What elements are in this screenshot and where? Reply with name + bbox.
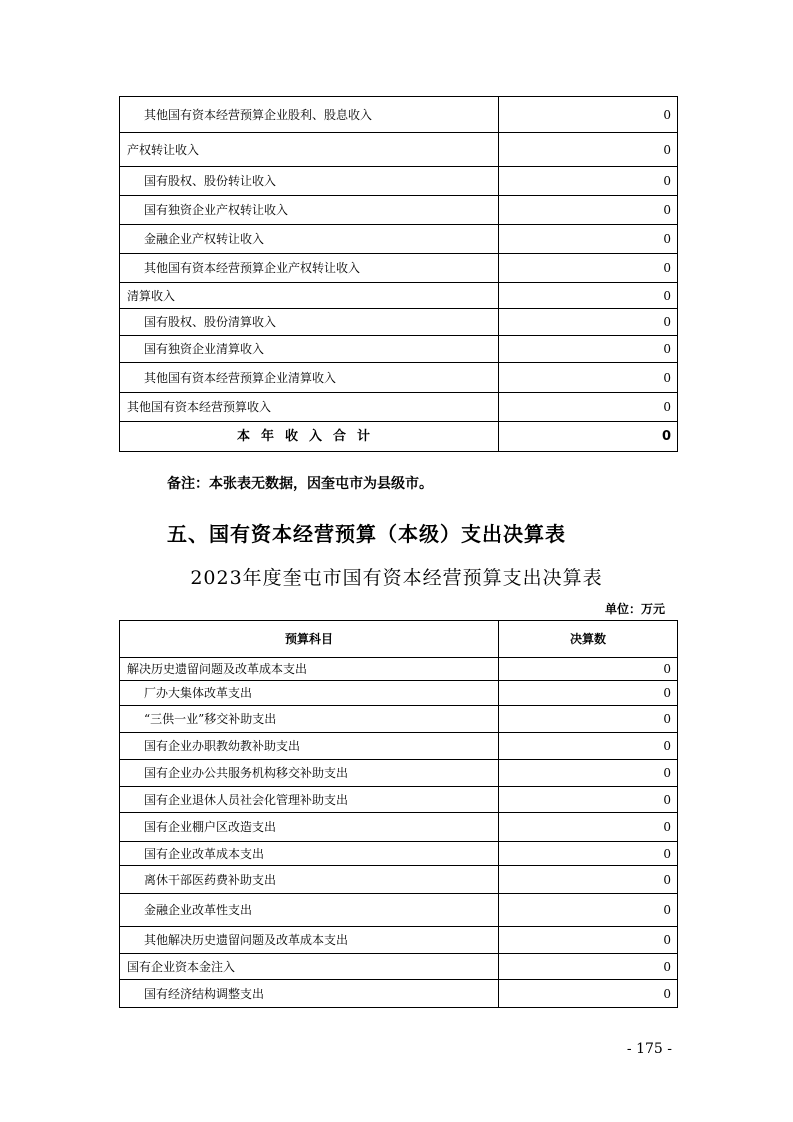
row-amount: 0 <box>499 733 678 760</box>
page-number: - 175 - <box>626 1041 672 1057</box>
table-row <box>120 760 678 787</box>
row-amount: 0 <box>499 363 678 393</box>
row-amount: 0 <box>499 97 678 133</box>
row-subject: 国有独资企业产权转让收入 <box>120 196 499 225</box>
table-row <box>120 813 678 842</box>
row-subject: 其他国有资本经营预算企业清算收入 <box>120 363 499 393</box>
row-subject: 产权转让收入 <box>120 133 499 167</box>
table-row <box>120 954 678 980</box>
table-row <box>120 980 678 1008</box>
table-row <box>120 393 678 422</box>
row-subject: 解决历史遗留问题及改革成本支出 <box>120 658 499 681</box>
row-subject: 国有经济结构调整支出 <box>120 980 499 1008</box>
table-title: 2023年度奎屯市国有资本经营预算支出决算表 <box>190 567 603 589</box>
total-amount: 0 <box>499 422 678 452</box>
table-row <box>120 133 678 167</box>
row-subject: 金融企业改革性支出 <box>120 894 499 927</box>
table-row <box>120 706 678 733</box>
row-subject: 国有企业办职教幼教补助支出 <box>120 733 499 760</box>
row-amount: 0 <box>499 393 678 422</box>
row-amount: 0 <box>499 787 678 813</box>
row-amount: 0 <box>499 842 678 866</box>
table-row <box>120 283 678 309</box>
row-subject: 金融企业产权转让收入 <box>120 225 499 254</box>
row-amount: 0 <box>499 954 678 980</box>
row-subject: 其他解决历史遗留问题及改革成本支出 <box>120 927 499 954</box>
row-amount: 0 <box>499 813 678 842</box>
table-row <box>120 196 678 225</box>
row-amount: 0 <box>499 254 678 283</box>
row-subject: 其他国有资本经营预算企业产权转让收入 <box>120 254 499 283</box>
table-row <box>120 658 678 681</box>
table-row <box>120 225 678 254</box>
row-amount: 0 <box>499 225 678 254</box>
row-amount: 0 <box>499 927 678 954</box>
unit-label: 单位：万元 <box>604 602 665 616</box>
row-subject: 其他国有资本经营预算企业股利、股息收入 <box>120 97 499 133</box>
row-amount: 0 <box>499 167 678 196</box>
row-subject: 国有独资企业清算收入 <box>120 336 499 363</box>
row-amount: 0 <box>499 894 678 927</box>
table-row <box>120 97 678 133</box>
table-row <box>120 894 678 927</box>
table-row <box>120 927 678 954</box>
row-subject: 国有企业退休人员社会化管理补助支出 <box>120 787 499 813</box>
row-amount: 0 <box>499 196 678 225</box>
table-row <box>120 866 678 894</box>
row-subject: 国有企业棚户区改造支出 <box>120 813 499 842</box>
header-budget-subject: 预算科目 <box>120 621 499 658</box>
section-title: 五、国有资本经营预算（本级）支出决算表 <box>167 522 566 546</box>
table-row <box>120 787 678 813</box>
table-header-row <box>120 621 678 658</box>
revenue-table <box>119 96 678 452</box>
row-amount: 0 <box>499 760 678 787</box>
row-subject: 厂办大集体改革支出 <box>120 681 499 706</box>
total-label: 本年收入合计 <box>120 422 499 452</box>
table-row <box>120 309 678 336</box>
expenditure-table <box>119 620 678 1008</box>
row-amount: 0 <box>499 336 678 363</box>
row-subject: 国有股权、股份转让收入 <box>120 167 499 196</box>
table-note: 备注：本张表无数据，因奎屯市为县级市。 <box>167 476 433 492</box>
row-amount: 0 <box>499 706 678 733</box>
table-row <box>120 336 678 363</box>
row-amount: 0 <box>499 309 678 336</box>
row-amount: 0 <box>499 681 678 706</box>
row-amount: 0 <box>499 283 678 309</box>
table-row <box>120 167 678 196</box>
row-amount: 0 <box>499 658 678 681</box>
row-subject: 国有股权、股份清算收入 <box>120 309 499 336</box>
row-subject: 国有企业改革成本支出 <box>120 842 499 866</box>
table-row <box>120 254 678 283</box>
table-row <box>120 681 678 706</box>
row-subject: 清算收入 <box>120 283 499 309</box>
table-row <box>120 842 678 866</box>
table-row <box>120 363 678 393</box>
header-final-amount: 决算数 <box>499 621 678 658</box>
row-subject: 国有企业办公共服务机构移交补助支出 <box>120 760 499 787</box>
row-subject: 离休干部医药费补助支出 <box>120 866 499 894</box>
row-subject: 国有企业资本金注入 <box>120 954 499 980</box>
row-subject: 其他国有资本经营预算收入 <box>120 393 499 422</box>
row-amount: 0 <box>499 133 678 167</box>
row-amount: 0 <box>499 980 678 1008</box>
row-subject: “三供一业”移交补助支出 <box>120 706 499 733</box>
total-row <box>120 422 678 452</box>
row-amount: 0 <box>499 866 678 894</box>
table-row <box>120 733 678 760</box>
